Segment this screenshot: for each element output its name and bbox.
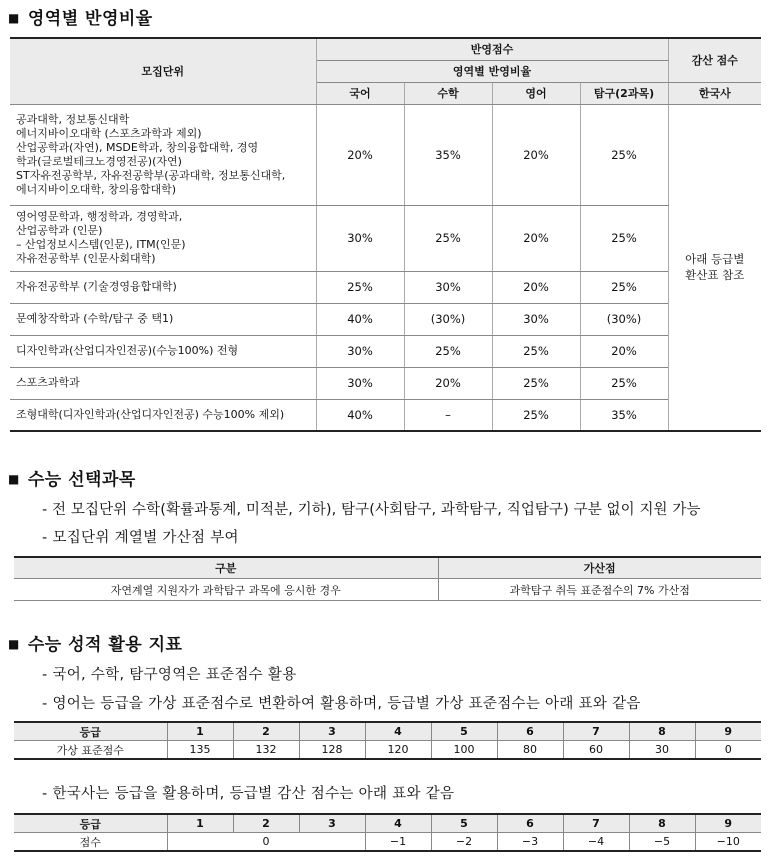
score-cell: 80: [497, 741, 563, 760]
table-row: [10, 205, 761, 271]
korean-cell: 25%: [316, 271, 404, 303]
inquiry-cell: (30%): [580, 303, 668, 335]
table-row: [14, 741, 761, 760]
score-label: 가상 표준점수: [14, 741, 167, 760]
header-unit: 모집단위: [10, 38, 316, 104]
score-cell: −2: [431, 833, 497, 852]
header-grade: 등급: [14, 814, 167, 833]
score-cell: 135: [167, 741, 233, 760]
score-cell: 30: [629, 741, 695, 760]
header-history: 한국사: [668, 82, 761, 104]
header-english: 영어: [492, 82, 580, 104]
bullet-text: - 영어는 등급을 가상 표준점수로 변환하여 활용하며, 등급별 가상 표준점수는 아래 표와 같음: [42, 696, 641, 712]
grade-cell: 8: [629, 722, 695, 741]
inquiry-cell: 25%: [580, 104, 668, 205]
bonus-cell: 과학탐구 취득 표준점수의 7% 가산점: [438, 579, 761, 601]
square-bullet-icon: ■: [8, 637, 20, 651]
grade-cell: 4: [365, 722, 431, 741]
korean-cell: 20%: [316, 104, 404, 205]
score-cell: −10: [695, 833, 761, 852]
table-row: [10, 271, 761, 303]
grade-cell: 5: [431, 722, 497, 741]
score-cell: −1: [365, 833, 431, 852]
english-cell: 30%: [492, 303, 580, 335]
table-row: [10, 335, 761, 367]
ratio-table: [10, 37, 761, 432]
bullet-text: - 한국사는 등급을 활용하며, 등급별 감산 점수는 아래 표와 같음: [42, 786, 455, 802]
history-grade-table: [14, 813, 761, 852]
table-row: [14, 833, 761, 852]
korean-cell: 30%: [316, 367, 404, 399]
header-inquiry: 탐구(2과목): [580, 82, 668, 104]
score-cell: 60: [563, 741, 629, 760]
table-row: [10, 367, 761, 399]
korean-cell: 40%: [316, 303, 404, 335]
section-title-ratio: ■ 영역별 반영비율: [8, 9, 153, 29]
header-bonus: 가산점: [438, 557, 761, 579]
unit-cell: 문예창작학과 (수학/탐구 중 택1): [10, 303, 316, 335]
table-row: [14, 579, 761, 601]
korean-cell: 30%: [316, 205, 404, 271]
korean-cell: 30%: [316, 335, 404, 367]
unit-cell: 공과대학, 정보통신대학 에너지바이오대학 (스포츠과학과 제외) 산업공학과(자연), MSDE학과, 창의융합대학, 경영 학과(글로벌테크노경영전공)(자연) ST자유전공학부, 자유전공학부(공과대학, 정보통신대학, 에너지바이오대학, 창의융합대학): [10, 104, 316, 205]
unit-cell: 영어영문학과, 행정학과, 경영학과, 산업공학과 (인문) – 산업정보시스템(인문), ITM(인문) 자유전공학부 (인문사회대학): [10, 205, 316, 271]
bullet-text: - 국어, 수학, 탐구영역은 표준점수 활용: [42, 667, 297, 683]
grade-cell: 3: [299, 722, 365, 741]
english-cell: 25%: [492, 367, 580, 399]
header-korean: 국어: [316, 82, 404, 104]
table-row: [10, 303, 761, 335]
math-cell: 25%: [404, 205, 492, 271]
score-cell: 132: [233, 741, 299, 760]
grade-cell: 2: [233, 722, 299, 741]
english-cell: 20%: [492, 271, 580, 303]
score-cell: −4: [563, 833, 629, 852]
history-note-cell: 아래 등급별 환산표 참조: [668, 104, 761, 431]
category-cell: 자연계열 지원자가 과학탐구 과목에 응시한 경우: [14, 579, 438, 601]
header-deduction: 감산 점수: [668, 38, 761, 82]
inquiry-cell: 20%: [580, 335, 668, 367]
section-title-indicators: ■ 수능 성적 활용 지표: [8, 635, 183, 655]
unit-cell: 자유전공학부 (기술경영융합대학): [10, 271, 316, 303]
english-cell: 25%: [492, 399, 580, 431]
score-cell: 100: [431, 741, 497, 760]
header-score: 반영점수: [316, 38, 668, 60]
english-grade-table: [14, 721, 761, 760]
math-cell: 35%: [404, 104, 492, 205]
english-cell: 25%: [492, 335, 580, 367]
grade-cell: 4: [365, 814, 431, 833]
inquiry-cell: 35%: [580, 399, 668, 431]
header-grade: 등급: [14, 722, 167, 741]
bonus-table: [14, 556, 761, 601]
grade-cell: 5: [431, 814, 497, 833]
score-cell: 0: [167, 833, 365, 852]
grade-cell: 1: [167, 722, 233, 741]
header-math: 수학: [404, 82, 492, 104]
unit-cell: 디자인학과(산업디자인전공)(수능100%) 전형: [10, 335, 316, 367]
grade-cell: 8: [629, 814, 695, 833]
score-cell: 128: [299, 741, 365, 760]
grade-cell: 9: [695, 722, 761, 741]
english-cell: 20%: [492, 104, 580, 205]
header-ratio: 영역별 반영비율: [316, 60, 668, 82]
score-cell: 0: [695, 741, 761, 760]
inquiry-cell: 25%: [580, 205, 668, 271]
grade-cell: 7: [563, 814, 629, 833]
table-row: [10, 399, 761, 431]
grade-cell: 7: [563, 722, 629, 741]
grade-cell: 2: [233, 814, 299, 833]
grade-cell: 9: [695, 814, 761, 833]
grade-cell: 1: [167, 814, 233, 833]
inquiry-cell: 25%: [580, 367, 668, 399]
score-cell: −3: [497, 833, 563, 852]
grade-cell: 6: [497, 814, 563, 833]
inquiry-cell: 25%: [580, 271, 668, 303]
table-row: [10, 104, 761, 205]
grade-cell: 6: [497, 722, 563, 741]
score-cell: 120: [365, 741, 431, 760]
square-bullet-icon: ■: [8, 472, 20, 486]
bullet-text: - 모집단위 계열별 가산점 부여: [42, 530, 239, 546]
score-label: 점수: [14, 833, 167, 852]
header-category: 구분: [14, 557, 438, 579]
korean-cell: 40%: [316, 399, 404, 431]
unit-cell: 스포츠과학과: [10, 367, 316, 399]
unit-cell: 조형대학(디자인학과(산업디자인전공) 수능100% 제외): [10, 399, 316, 431]
bullet-text: - 전 모집단위 수학(확률과통계, 미적분, 기하), 탐구(사회탐구, 과학탐구, 직업탐구) 구분 없이 지원 가능: [42, 502, 701, 518]
grade-cell: 3: [299, 814, 365, 833]
math-cell: –: [404, 399, 492, 431]
math-cell: 20%: [404, 367, 492, 399]
square-bullet-icon: ■: [8, 11, 20, 25]
section-title-electives: ■ 수능 선택과목: [8, 470, 136, 490]
english-cell: 20%: [492, 205, 580, 271]
score-cell: −5: [629, 833, 695, 852]
math-cell: 25%: [404, 335, 492, 367]
math-cell: 30%: [404, 271, 492, 303]
math-cell: (30%): [404, 303, 492, 335]
